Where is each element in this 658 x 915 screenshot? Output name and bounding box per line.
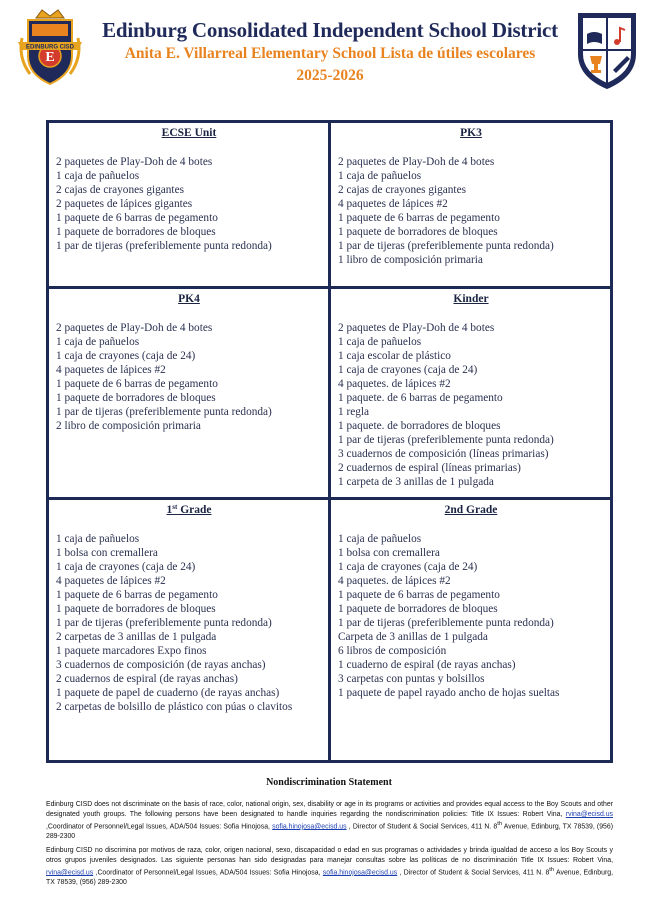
grade-title: 2nd Grade (444, 504, 498, 516)
supply-item: 1 caja de pañuelos (338, 336, 422, 348)
supply-item: 2 paquetes de Play-Doh de 4 botes (338, 156, 495, 168)
school-year: 2025-2026 (296, 67, 364, 84)
supply-item: 4 paquetes de lápices #2 (56, 364, 166, 376)
nondiscrimination-spanish: Edinburg CISD no discrimina por motivos de raza, color, origen nacional, sexo, discapacidad o edad en sus programas o actividades y brinda igualdad de acceso a los Boy Scouts y otros grupos juveniles designados. Las siguiente personas han sido designadas para manejar consultas sobre las políticas de no discriminación Title IX Issues: Robert Vina, rvina@ecisd.us ,Coordinator of Personnel/Legal Issues, ADA/504 Issues: Sofia Hinojosa, sofia.hinojosa@ecisd.us , Director of Student & Social Services, 411 N. 8th Avenue, Edinburg, TX 78539, (956) 289-2300 (46, 847, 613, 886)
supply-item: 1 par de tijeras (preferiblemente punta redonda) (56, 240, 272, 252)
supply-item: 2 cajas de crayones gigantes (338, 184, 466, 196)
edinburg-cisd-crest-icon (16, 8, 84, 88)
supply-item: 3 carpetas con puntas y bolsillos (338, 673, 485, 685)
supply-item: 2 paquetes de Play-Doh de 4 botes (56, 322, 213, 334)
school-title: Anita E. Villarreal Elementary School Lista de útiles escolares (124, 45, 536, 62)
supply-item: 2 carpetas de 3 anillas de 1 pulgada (56, 631, 217, 643)
supply-item: 1 caja de crayones (caja de 24) (56, 561, 196, 573)
supply-item: 1 par de tijeras (preferiblemente punta redonda) (338, 434, 554, 446)
supply-item: 1 paquete de borradores de bloques (56, 226, 216, 238)
supply-item: 2 paquetes de lápices gigantes (56, 198, 193, 210)
grade-cell-kinder (331, 289, 610, 497)
grade-title: PK3 (460, 127, 482, 139)
supply-item: 1 paquete de 6 barras de pegamento (338, 212, 500, 224)
supply-item: 4 paquetes. de lápices #2 (338, 575, 451, 587)
supply-list (56, 532, 322, 714)
supply-item: 1 par de tijeras (preferiblemente punta redonda) (56, 617, 272, 629)
email-link-hinojosa[interactable]: sofia.hinojosa@ecisd.us (322, 868, 398, 876)
supply-item: 1 paquete de borradores de bloques (56, 603, 216, 615)
supply-item: 1 libro de composición primaria (338, 254, 483, 266)
supply-item: 1 bolsa con cremallera (56, 547, 158, 559)
supply-item: 1 regla (338, 406, 370, 418)
supply-list (56, 321, 322, 433)
supply-item: 1 par de tijeras (preferiblemente punta redonda) (56, 406, 272, 418)
svg-text:E: E (45, 50, 55, 65)
supply-item: 1 caja de crayones (caja de 24) (338, 561, 478, 573)
supply-item: 1 paquete de 6 barras de pegamento (56, 378, 218, 390)
supply-item: 1 paquete de papel rayado ancho de hojas sueltas (338, 687, 560, 699)
supply-item: 1 paquete marcadores Expo finos (56, 645, 207, 657)
grade-cell-pk4 (49, 289, 328, 497)
grade-cell-pk3 (331, 123, 610, 286)
supply-item: 1 par de tijeras (preferiblemente punta redonda) (338, 617, 554, 629)
nondiscrimination-english: Edinburg CISD does not discriminate on the basis of race, color, national origin, sex, disability or age in its programs or activities and provides equal access to the Boy Scouts and other designated youth groups. The following persons have been designated to handle inquiries regarding the nondiscrimination policies: Title IX Issues: Robert Vina, rvina@ecisd.us ,Coordinator of Personnel/Legal Issues, ADA/504 Issues: Sofia Hinojosa, sofia.hinojosa@ecisd.us , Director of Student & Social Services, 411 N. 8th Avenue, Edinburg, TX 78539, (956) 289-2300 (46, 801, 613, 840)
supply-item: 6 libros de composición (338, 645, 447, 657)
supply-list (338, 532, 604, 700)
supply-item: 2 cuadernos de espiral (líneas primarias) (338, 462, 521, 474)
page-header (90, 18, 570, 86)
supply-item: 4 paquetes de lápices #2 (338, 198, 448, 210)
supply-list (338, 155, 604, 267)
grade-cell-ecse (49, 123, 328, 286)
supply-item: 1 cuaderno de espiral (de rayas anchas) (338, 659, 516, 671)
supply-item: 3 cuadernos de composición (de rayas anchas) (56, 659, 266, 671)
grade-cell-2nd (331, 500, 610, 760)
supply-item: 2 libro de composición primaria (56, 420, 201, 432)
supply-item: 1 par de tijeras (preferiblemente punta redonda) (338, 240, 554, 252)
supply-item: 1 caja de crayones (caja de 24) (338, 364, 478, 376)
supply-item: 1 paquete de papel de cuaderno (de rayas anchas) (56, 687, 280, 699)
supply-list-grid (46, 120, 613, 763)
supply-item: Carpeta de 3 anillas de 1 pulgada (338, 631, 488, 643)
grade-title: ECSE Unit (161, 127, 217, 139)
grade-title: 1st Grade (166, 503, 212, 516)
supply-item: 4 paquetes. de lápices #2 (338, 378, 451, 390)
nondiscrimination-title: Nondiscrimination Statement (266, 777, 392, 788)
district-title: Edinburg Consolidated Independent School District (102, 18, 558, 42)
supply-item: 2 paquetes de Play-Doh de 4 botes (338, 322, 495, 334)
supply-item: 4 paquetes de lápices #2 (56, 575, 166, 587)
supply-item: 2 cajas de crayones gigantes (56, 184, 184, 196)
supply-item: 1 caja de pañuelos (56, 533, 140, 545)
supply-list (338, 321, 604, 489)
supply-item: 2 paquetes de Play-Doh de 4 botes (56, 156, 213, 168)
supply-item: 1 caja de pañuelos (56, 336, 140, 348)
supply-item: 1 bolsa con cremallera (338, 547, 440, 559)
supply-item: 1 paquete. de borradores de bloques (338, 420, 501, 432)
school-shield-icon (575, 10, 639, 90)
supply-item: 1 paquete de 6 barras de pegamento (56, 589, 218, 601)
email-link-hinojosa[interactable]: sofia.hinojosa@ecisd.us (272, 822, 347, 830)
supply-item: 1 paquete de borradores de bloques (338, 603, 498, 615)
supply-item: 1 carpeta de 3 anillas de 1 pulgada (338, 476, 494, 488)
grade-title: Kinder (453, 293, 489, 305)
supply-item: 2 cuadernos de espiral (de rayas anchas) (56, 673, 238, 685)
supply-item: 1 caja de pañuelos (338, 533, 422, 545)
supply-item: 1 paquete de 6 barras de pegamento (56, 212, 218, 224)
grade-cell-1st (49, 500, 328, 760)
supply-item: 1 caja escolar de plástico (338, 350, 451, 362)
supply-item: 1 caja de pañuelos (56, 170, 140, 182)
svg-text:EDINBURG CISD: EDINBURG CISD (25, 44, 75, 51)
supply-list (56, 155, 322, 253)
email-link-rvina[interactable]: rvina@ecisd.us (46, 868, 94, 876)
supply-item: 1 paquete de borradores de bloques (338, 226, 498, 238)
supply-item: 1 paquete. de 6 barras de pegamento (338, 392, 503, 404)
supply-item: 2 carpetas de bolsillo de plástico con púas o clavitos (56, 701, 293, 713)
supply-item: 1 paquete de borradores de bloques (56, 392, 216, 404)
supply-item: 1 paquete de 6 barras de pegamento (338, 589, 500, 601)
supply-item: 3 cuadernos de composición (líneas primarias) (338, 448, 549, 460)
grade-title: PK4 (178, 293, 200, 305)
supply-item: 1 caja de pañuelos (338, 170, 422, 182)
email-link-rvina[interactable]: rvina@ecisd.us (565, 810, 613, 818)
supply-item: 1 caja de crayones (caja de 24) (56, 350, 196, 362)
